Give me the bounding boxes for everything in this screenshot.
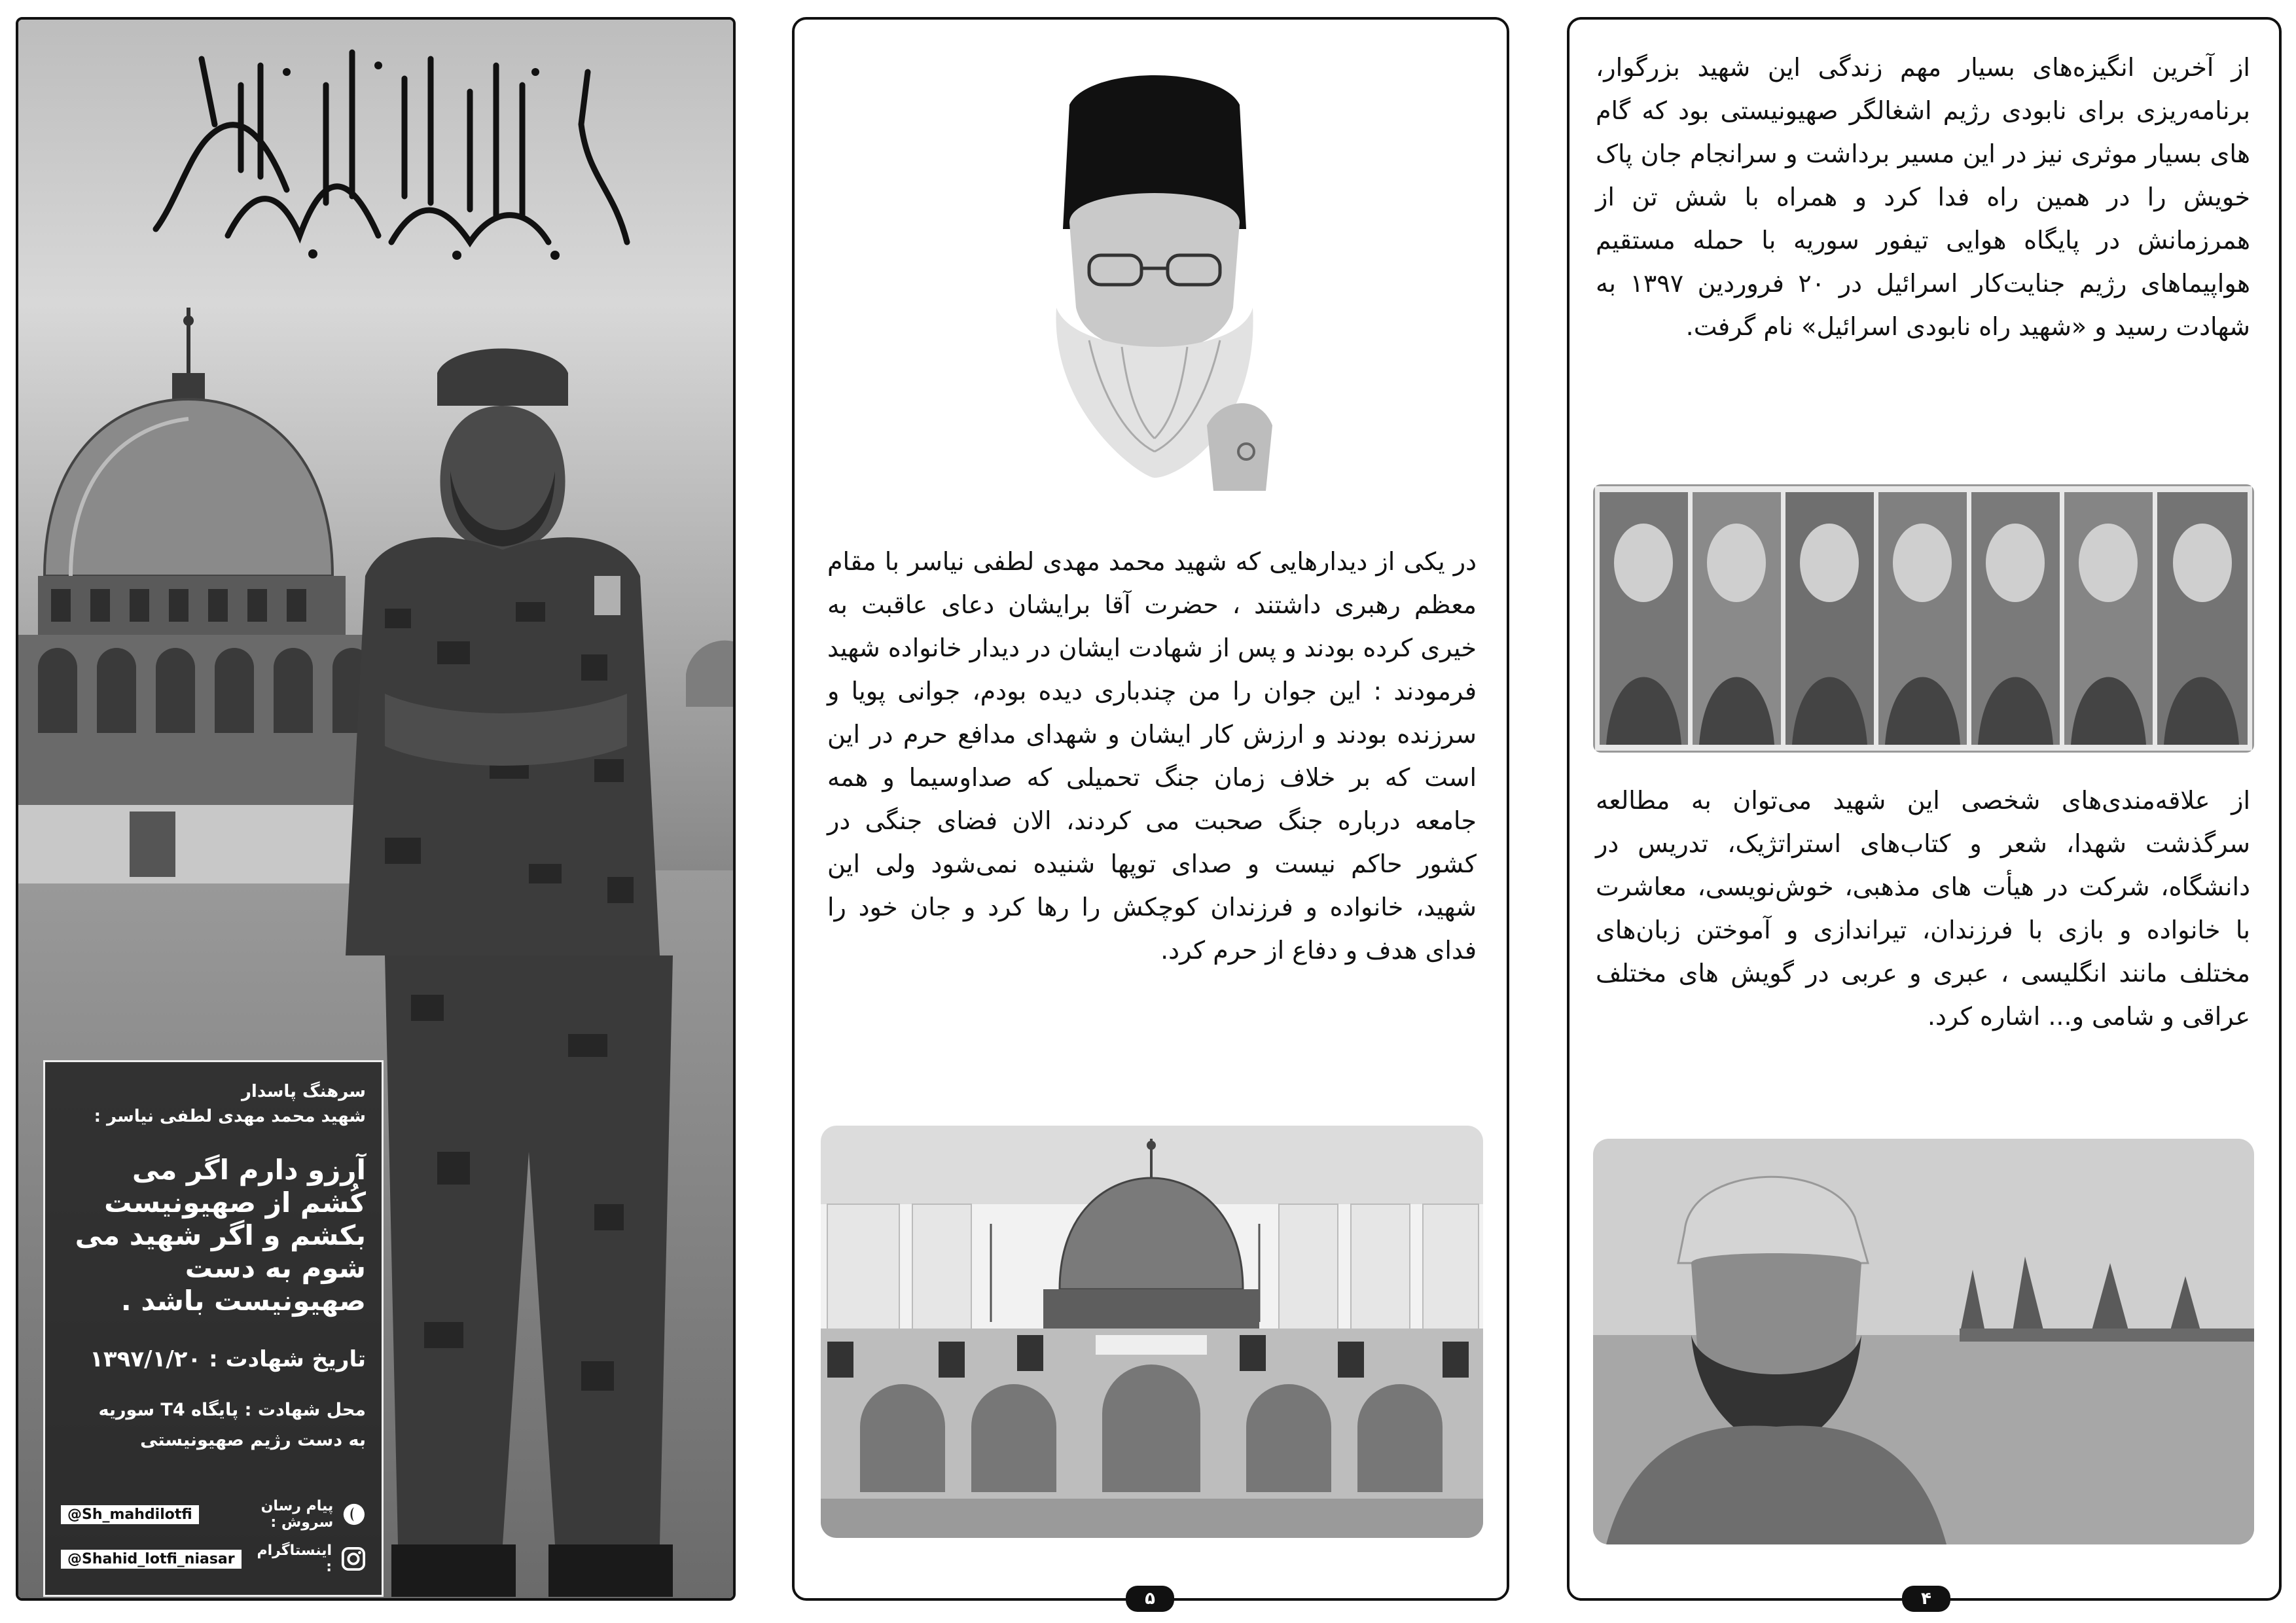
poster-panel — [16, 17, 736, 1601]
calligraphy-title — [130, 46, 653, 262]
martyrdom-date: تاریخ شهادت : ۱۳۹۷/۱/۲۰ — [90, 1346, 366, 1372]
calligraphy-text: ربِّ الشُّهَدَاءِ وَ الصِّدِّيقِين — [359, 171, 424, 179]
right-paragraph-1: از آخرین انگیزه‌های بسیار مهم زندگی این شهید بزرگوار، برنامه‌ریزی برای نابودی رژیم اشغالگر صهیونیستی بود که گام های بسیار موثری نیز در این مسیر برداشت و سرانجام جان پاک خویش را در همین راه فدا کرد و همراه با شش تن از همرزمانش در پایگاه هوایی تیفور سوریه با حمله مستقیم هواپیماهای رژیم جنایت‌کار اسرائیل در ۲۰ فروردین ۱۳۹۷ به شهادت رسید و «شهید راه نابودی اسرائیل» نام گرفت. — [1596, 53, 2251, 341]
page-five-panel — [792, 17, 1509, 1601]
social-instagram — [61, 1543, 366, 1575]
martyrdom-place-detail: به دست رژیم صهیونیستی — [140, 1430, 366, 1450]
martyrdom-place: محل شهادت : پایگاه T4 سوریه — [98, 1400, 366, 1420]
quote-box — [43, 1060, 384, 1597]
seven-martyrs-photo — [1593, 484, 2254, 753]
page-number-5: ۵ — [1126, 1586, 1174, 1612]
soroush-label: پیام رسان سروش : — [260, 1498, 334, 1531]
page-four-panel — [1567, 17, 2282, 1601]
martyr-quote: آرزو دارم اگر می کُشم از صهیونیست بکشم و اگر شهید می شوم به دست صهیونیست باشد . — [75, 1154, 366, 1317]
martyr-name-text: شهید محمد مهدی لطفی نیاسر : — [94, 1107, 366, 1126]
soroush-icon — [342, 1501, 366, 1527]
right-paragraph-2: از علاقه‌مندی‌های شخصی این شهید می‌توان به مطالعه سرگذشت شهدا، شعر و کتاب‌های استراتژیک، تدریس در دانشگاه، شرکت در هیأت های مذهبی، خوش‌نویسی، معاشرت با خانواده و بازی با فرزندان، تیراندازی و آموختن زبان‌های مختلف مانند انگلیسی ، عبری و عربی در گویش های مختلف عراقی و شامی و... اشاره کرد. — [1596, 786, 2250, 1031]
soldier-legs-image — [359, 955, 699, 1601]
leader-portrait-image — [958, 59, 1351, 504]
instagram-label: اینستاگرام : — [257, 1543, 332, 1575]
page-number-4: ۴ — [1902, 1586, 1950, 1612]
social-soroush — [61, 1498, 366, 1531]
soroush-handle: @Sh_mahdilotfi — [61, 1505, 199, 1524]
instagram-handle: @Shahid_lotfi_niasar — [61, 1550, 242, 1569]
rank-text: سرهنگ پاسدار — [241, 1082, 366, 1101]
instagram-icon — [341, 1546, 366, 1572]
middle-paragraph: در یکی از دیدارهایی که شهید محمد مهدی لطفی نیاسر با مقام معظم رهبری داشتند ، حضرت آقا برایشان دعای عاقبت به خیری کرده بودند و پس از شهادت ایشان در دیدار خانواده شهید فرمودند : این جوان را من چندباری دیده بودم، جوانی پویا و سرزنده بودند و ارزش کار ایشان و شهدای مدافع حرم در این است که بر خلاف زمان جنگ تحمیلی که صداوسیما و همه جامعه درباره جنگ صحبت می کردند، الان فضای جنگی در کشور حاکم نیست و صدای توپها شنیده نمی‌شود ولی این شهید، خانواده و فرزندان کوچکش را رها کرد و جان خود را فدای هدف و دفاع از حرم کرد. — [827, 547, 1477, 965]
dome-of-the-rock-image — [18, 301, 733, 955]
shrine-ceremony-photo — [821, 1126, 1483, 1538]
martyr-cap-portrait — [1593, 1139, 2254, 1544]
